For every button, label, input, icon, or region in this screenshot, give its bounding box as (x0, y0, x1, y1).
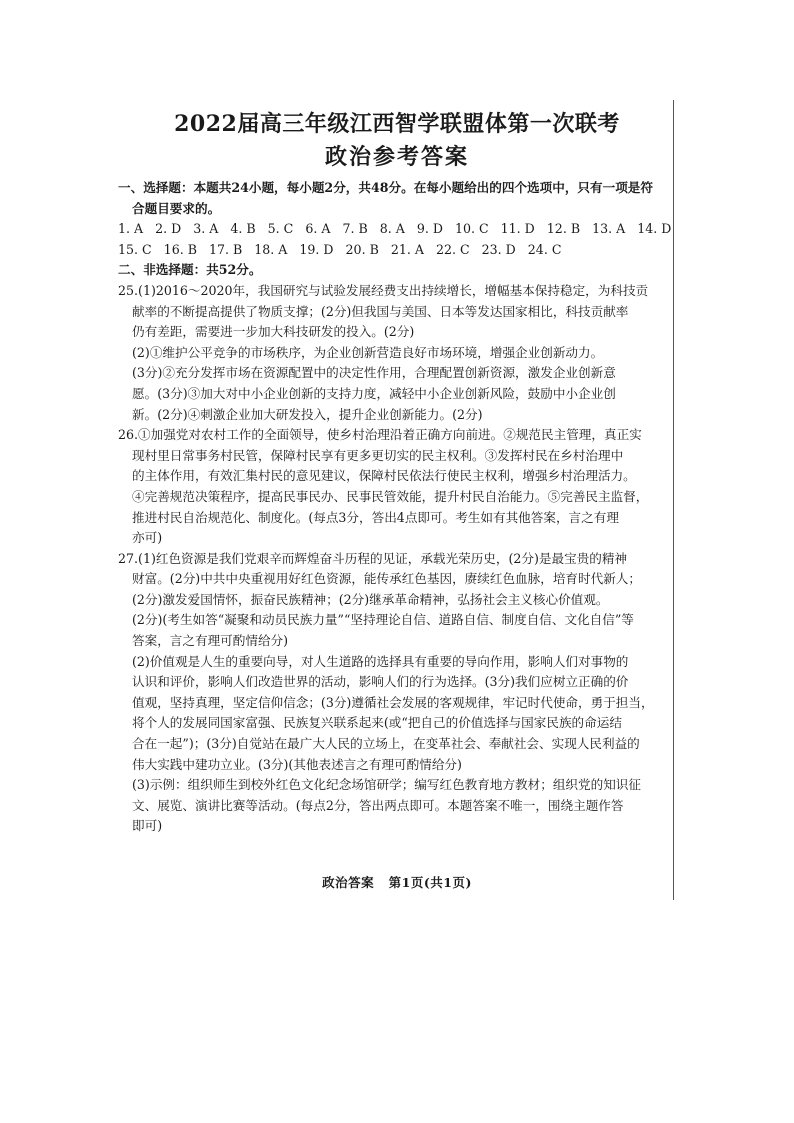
section1-heading-line: 一、选择题：本题共24小题，每小题2分，共48分。在每小题给出的四个选项中，只有一项是符 (118, 180, 653, 195)
q27-line: 即可) (132, 818, 163, 834)
q27-line: (3)示例：组织师生到校外红色文化纪念场馆研学；编写红色教育地方教材；组织党的知识征 (132, 777, 641, 793)
q26-line: ④完善规范决策程序，提高民事民办、民事民管效能，提升村民自治能力。⑤完善民主监督， (132, 488, 649, 504)
mc-answers-row-1: 1. A 2. D 3. A 4. B 5. C 6. A 7. B 8. A 9. D 10. C 11. D 12. B 13. A 14. D (118, 221, 672, 237)
answer-body (118, 178, 672, 837)
q26-line: 的主体作用，有效汇集村民的意见建议，保障村民依法行使民主权利，增强乡村治理活力。 (132, 468, 636, 484)
q27-line: 财富。(2分)中共中央重视用好红色资源，能传承红色基因，赓续红色血脉，培育时代新人； (132, 571, 641, 587)
q27-line: 27.(1)红色资源是我们党艰辛而辉煌奋斗历程的见证，承载光荣历史，(2分)是最宝贵的精神 (118, 550, 628, 566)
page-subtitle: 政治参考答案 (324, 144, 469, 170)
q26-line: 26.①加强党对农村工作的全面领导，使乡村治理沿着正确方向前进。②规范民主管理，真正实 (118, 427, 642, 443)
page-title: 2022届高三年级江西智学联盟体第一次联考 (174, 111, 620, 137)
q25-line: 仍有差距，需要进一步加大科技研发的投入。(2分) (132, 324, 415, 340)
q27-line: 文、展览、演讲比赛等活动。(每点2分，答出两点即可。本题答案不唯一，围绕主题作答 (132, 797, 624, 813)
q27-line: 值观，坚持真理，坚定信仰信念；(3分)遵循社会发展的客观规律，牢记时代使命，勇于担当， (132, 694, 654, 710)
q26-line: 亦可) (132, 530, 163, 546)
q27-line: 伟大实践中建功立业。(3分)(其他表述言之有理可酌情给分) (132, 756, 462, 772)
section1-heading-line: 合题目要求的。 (132, 200, 221, 216)
q27-line: 合在一起”)；(3分)自觉站在最广大人民的立场上，在变革社会、奉献社会、实现人民利益的 (132, 736, 640, 752)
q25-line: 献率的不断提高提供了物质支撑；(2分)但我国与美国、日本等发达国家相比，科技贡献率 (132, 303, 629, 319)
q27-line: (2分)激发爱国情怀，振奋民族精神；(2分)继承革命精神，弘扬社会主义核心价值观。 (132, 591, 609, 607)
q25-line: (3分)②充分发挥市场在资源配置中的决定性作用，合理配置创新资源，激发企业创新意 (132, 365, 616, 381)
binding-margin-rule (673, 100, 674, 900)
q25-line: (2)①维护公平竞争的市场秩序，为企业创新营造良好市场环境，增强企业创新动力。 (132, 344, 604, 360)
q26-line: 现村里日常事务村民管，保障村民享有更多更切实的民主权利。③发挥村民在乡村治理中 (132, 447, 624, 463)
q27-line: 将个人的发展同国家富强、民族复兴联系起来(或“把自己的价值选择与国家民族的命运结 (132, 715, 622, 731)
q27-line: 答案，言之有理可酌情给分) (132, 633, 289, 649)
q27-line: (2)价值观是人生的重要向导，对人生道路的选择具有重要的导向作用，影响人们对事物的 (132, 653, 629, 669)
mc-answers-row-2: 15. C 16. B 17. B 18. A 19. D 20. B 21. A 22. C 23. D 24. C (118, 241, 562, 257)
section2-heading: 二、非选择题：共52分。 (118, 262, 262, 278)
q25-line: 25.(1)2016～2020年，我国研究与试验发展经费支出持续增长，增幅基本保持稳定，为科技贡 (118, 282, 649, 298)
q25-line: 愿。(3分)③加大对中小企业创新的支持力度，减轻中小企业创新风险，鼓励中小企业创 (132, 385, 616, 401)
q27-line: 认识和评价，影响人们改造世界的活动，影响人们的行为选择。(3分)我们应树立正确的价 (132, 674, 629, 690)
q25-line: 新。(2分)④刺激企业加大研发投入，提升企业创新能力。(2分) (132, 406, 483, 422)
q26-line: 推进村民自治规范化、制度化。(每点3分，答出4点即可。考生如有其他答案，言之有理 (132, 509, 619, 525)
page-footer: 政治答案 第1页(共1页) (322, 875, 472, 890)
q27-line: (2分)(考生如答“凝聚和动员民族力量”“坚持理论自信、道路自信、制度自信、文化自信”等 (132, 612, 634, 628)
